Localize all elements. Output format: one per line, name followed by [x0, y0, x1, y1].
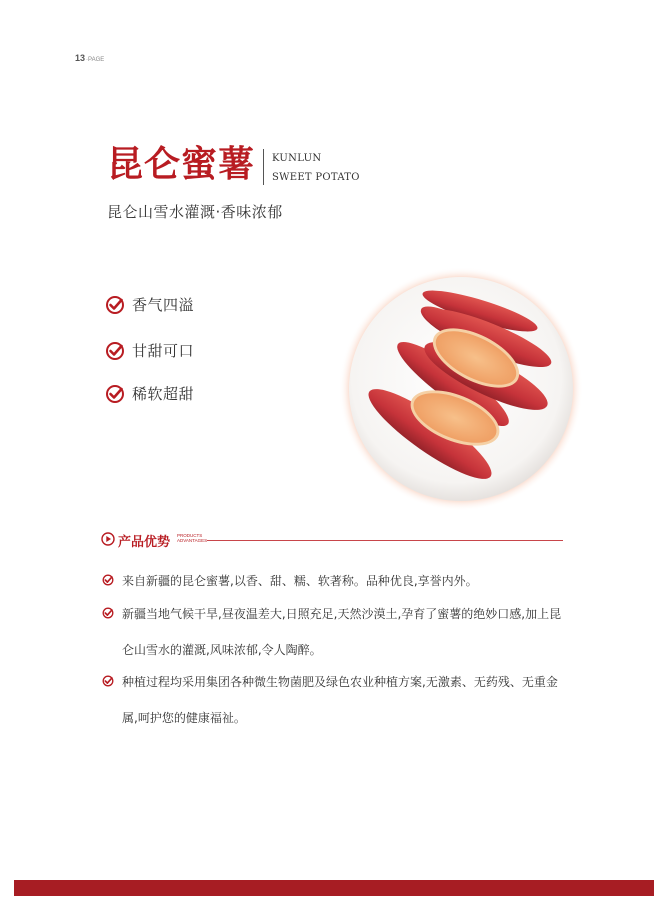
- subtitle: 昆仑山雪水灌溉·香味浓郁: [107, 203, 283, 221]
- title-divider: [263, 149, 264, 185]
- sweet-potato-plate-image: [338, 266, 584, 512]
- advantage-text: 种植过程均采用集团各种微生物菌肥及绿色农业种植方案,无激素、无药残、无重金属,呵护您的健康福祉。: [122, 675, 558, 725]
- feature-item: [105, 340, 194, 361]
- advantage-text: 新疆当地气候干旱,昼夜温差大,日照充足,天然沙漠土,孕育了蜜薯的绝妙口感,加上昆仑山雪水的灌溉,风味浓郁,令人陶醉。: [122, 607, 562, 657]
- advantage-item: [102, 563, 562, 599]
- advantage-item: [102, 664, 562, 736]
- advantage-item: [102, 596, 562, 668]
- check-icon: [105, 384, 125, 404]
- feature-label: 甘甜可口: [132, 342, 195, 360]
- footer-bar: [14, 880, 654, 896]
- title-chinese: 昆仑蜜薯: [107, 144, 256, 185]
- section-title-english: PRODUCTS ADVANTAGES: [177, 533, 208, 543]
- section-header-advantages: [101, 530, 563, 550]
- section-title: 产品优势: [118, 535, 171, 550]
- check-icon: [102, 607, 114, 619]
- section-divider: [207, 540, 563, 541]
- feature-label: 香气四溢: [132, 296, 195, 314]
- check-icon: [102, 574, 114, 586]
- feature-label: 稀软超甜: [132, 385, 195, 403]
- feature-item: [105, 294, 194, 315]
- title-english: KUNLUN SWEET POTATO: [272, 153, 360, 183]
- check-icon: [105, 341, 125, 361]
- check-icon: [102, 675, 114, 687]
- play-circle-icon: [101, 532, 115, 546]
- feature-item: [105, 383, 194, 404]
- advantage-text: 来自新疆的昆仑蜜薯,以香、甜、糯、软著称。品种优良,享誉内外。: [122, 574, 478, 588]
- check-icon: [105, 295, 125, 315]
- page-number: 13·PAGE: [75, 53, 105, 63]
